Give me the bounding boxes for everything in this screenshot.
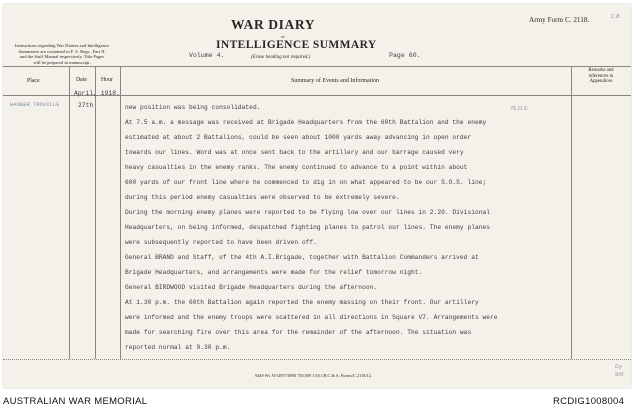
- form-subtitle: INTELLIGENCE SUMMARY: [216, 39, 377, 51]
- column-header-summary: Summary of Events and Information: [291, 78, 379, 84]
- instruction-line: Instructions regarding War Diaries and Intelligence: [14, 43, 110, 48]
- table-bottom-rule: [3, 359, 631, 360]
- instruction-line: will be prepared in manuscript.: [33, 59, 91, 65]
- entry-place: HANGER TROVILLE: [10, 101, 60, 108]
- corner-mark: C.B.: [611, 14, 622, 20]
- month-year: April, 1918.: [74, 90, 120, 97]
- erase-note: (Erase heading not required.): [251, 55, 311, 60]
- summary-line: towards our lines. Word was at once sent back to the artillery and our barrage caused very: [125, 149, 464, 156]
- entry-date: 27th: [78, 102, 94, 109]
- summary-line: At 7.5 a.m. a message was received at Brigade Headquarters from the 60th Battalion and the enemy: [125, 119, 487, 126]
- form-title: WAR DIARY: [231, 17, 316, 32]
- summary-line: At 1.30 p.m. the 60th Battalion again reported the enemy massing on their front. Our artillery: [125, 299, 479, 306]
- column-header-hour: Hour: [101, 77, 113, 83]
- column-rule-hour: [120, 67, 121, 359]
- column-rule-place: [69, 67, 70, 359]
- instruction-line: and the Staff Manual respectively. Title Pages: [19, 54, 105, 60]
- form-or: or: [281, 34, 286, 39]
- summary-line: Brigade Headquarters, and arrangements were made for the relief tomorrow night.: [125, 269, 423, 276]
- summary-line: were subsequently reported to have been driven off.: [125, 239, 317, 246]
- instruction-line: Summaries are contained in F. S. Regs., Part II.: [18, 48, 106, 54]
- summary-line: During the morning enemy planes were reported to be flying low over our lines in 2.20. Divisional: [125, 209, 491, 216]
- summary-line: Headquarters, on being informed, despatched fighting planes to patrol our lines. The enemy planes: [125, 224, 491, 231]
- remarks-header-line: Appendices: [589, 79, 613, 85]
- summary-line: reported normal at 9.30 p.m.: [125, 344, 231, 351]
- remarks-header-line: Remarks and: [588, 68, 614, 73]
- summary-line: made for searching fire over this area for the remainder of the afternoon. The situation was: [125, 329, 472, 336]
- column-header-date: Date: [76, 77, 87, 83]
- remarks-header-line: references to: [588, 73, 614, 79]
- summary-line: during this period enemy casualties were observed to be extremely severe.: [125, 194, 400, 201]
- margin-annotation: ?S.O.S.: [510, 106, 529, 112]
- page-label: Page 60.: [389, 52, 421, 59]
- column-header-place: Place: [27, 78, 40, 84]
- archive-footer: [0, 393, 640, 411]
- summary-line: heavy casualties in the enemy ranks. The enemy continued to advance to a point within about: [125, 164, 468, 171]
- summary-line: new position was being consolidated.: [125, 104, 261, 111]
- army-form-label: Army Form C. 2118.: [529, 16, 590, 24]
- archive-reference: RCDIG1008004: [553, 396, 625, 407]
- remarks-mark: Gy: [615, 364, 623, 370]
- summary-line: 600 yards of our front line where he commenced to dig in on what appeared to be our S.O.S. line;: [125, 179, 487, 186]
- summary-line: were informed and the enemy troops were scattered in all directions in Square V7. Arrangements were: [125, 314, 498, 321]
- column-rule-date: [95, 67, 96, 359]
- diary-page: [3, 4, 631, 388]
- instructions-block: [8, 43, 116, 65]
- summary-line: General BRAND and Staff, of the 4th A.I.Brigade, together with Battalion Commanders arrived at: [125, 254, 479, 261]
- table-top-rule: [3, 66, 631, 67]
- volume-label: Volume 4.: [189, 52, 225, 59]
- archive-name: AUSTRALIAN WAR MEMORIAL: [3, 396, 148, 407]
- column-rule-remarks: [571, 67, 572, 359]
- column-header-remarks: [574, 68, 628, 85]
- summary-line: General BIRDWOOD visited Brigade Headquarters during the afternoon.: [125, 284, 378, 291]
- remarks-mark: 9/0: [615, 372, 624, 378]
- printer-imprint: 9449 Wt. W14957/M90 750,000 1/16 J.B.C.& A. Forms/C.2118/12.: [255, 373, 373, 378]
- summary-line: estimated at about 2 Battalions, could be seen about 1000 yards away advancing in open order: [125, 134, 472, 141]
